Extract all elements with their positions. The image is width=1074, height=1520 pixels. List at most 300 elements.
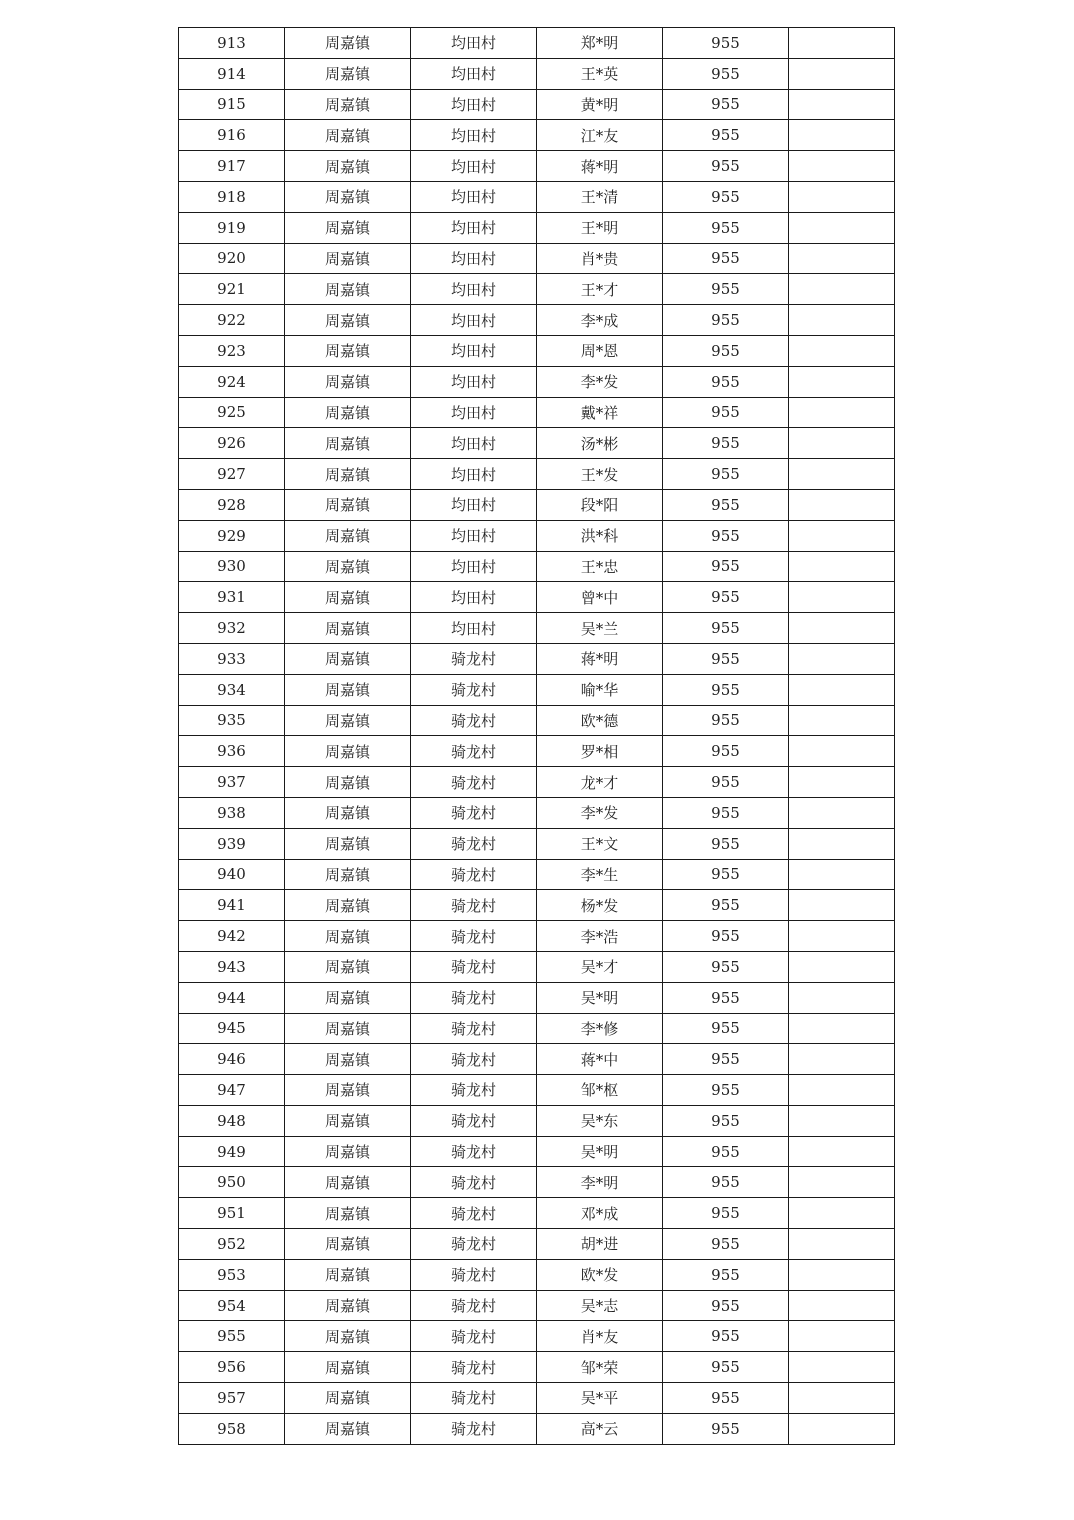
serial-number-cell: 957 xyxy=(179,1383,285,1414)
amount-cell: 955 xyxy=(663,613,789,644)
table-row xyxy=(179,89,895,120)
remark-cell xyxy=(789,890,895,921)
village-cell: 骑龙村 xyxy=(411,1167,537,1198)
village-cell: 骑龙村 xyxy=(411,674,537,705)
person-name-cell: 邹*荣 xyxy=(537,1352,663,1383)
person-name-cell: 曾*中 xyxy=(537,582,663,613)
serial-number-cell: 950 xyxy=(179,1167,285,1198)
serial-number-cell: 924 xyxy=(179,366,285,397)
table-row xyxy=(179,951,895,982)
person-name-cell: 吴*才 xyxy=(537,951,663,982)
remark-cell xyxy=(789,28,895,59)
serial-number-cell: 946 xyxy=(179,1044,285,1075)
person-name-cell: 肖*友 xyxy=(537,1321,663,1352)
town-cell: 周嘉镇 xyxy=(285,428,411,459)
amount-cell: 955 xyxy=(663,243,789,274)
serial-number-cell: 914 xyxy=(179,58,285,89)
town-cell: 周嘉镇 xyxy=(285,151,411,182)
table-row xyxy=(179,1013,895,1044)
amount-cell: 955 xyxy=(663,582,789,613)
person-name-cell: 欧*发 xyxy=(537,1259,663,1290)
town-cell: 周嘉镇 xyxy=(285,1383,411,1414)
town-cell: 周嘉镇 xyxy=(285,1229,411,1260)
town-cell: 周嘉镇 xyxy=(285,1167,411,1198)
person-name-cell: 汤*彬 xyxy=(537,428,663,459)
person-name-cell: 李*生 xyxy=(537,859,663,890)
serial-number-cell: 919 xyxy=(179,212,285,243)
person-name-cell: 周*恩 xyxy=(537,335,663,366)
person-name-cell: 黄*明 xyxy=(537,89,663,120)
remark-cell xyxy=(789,1198,895,1229)
table-row xyxy=(179,859,895,890)
table-row xyxy=(179,797,895,828)
person-name-cell: 李*发 xyxy=(537,797,663,828)
remark-cell xyxy=(789,1136,895,1167)
remark-cell xyxy=(789,459,895,490)
serial-number-cell: 944 xyxy=(179,982,285,1013)
town-cell: 周嘉镇 xyxy=(285,705,411,736)
remark-cell xyxy=(789,212,895,243)
village-cell: 骑龙村 xyxy=(411,951,537,982)
town-cell: 周嘉镇 xyxy=(285,489,411,520)
serial-number-cell: 921 xyxy=(179,274,285,305)
village-cell: 骑龙村 xyxy=(411,1013,537,1044)
serial-number-cell: 920 xyxy=(179,243,285,274)
serial-number-cell: 934 xyxy=(179,674,285,705)
village-cell: 骑龙村 xyxy=(411,1198,537,1229)
serial-number-cell: 929 xyxy=(179,520,285,551)
table-row xyxy=(179,366,895,397)
town-cell: 周嘉镇 xyxy=(285,828,411,859)
village-cell: 均田村 xyxy=(411,489,537,520)
town-cell: 周嘉镇 xyxy=(285,89,411,120)
village-cell: 骑龙村 xyxy=(411,1259,537,1290)
serial-number-cell: 939 xyxy=(179,828,285,859)
village-cell: 骑龙村 xyxy=(411,828,537,859)
person-name-cell: 洪*科 xyxy=(537,520,663,551)
town-cell: 周嘉镇 xyxy=(285,58,411,89)
town-cell: 周嘉镇 xyxy=(285,890,411,921)
remark-cell xyxy=(789,767,895,798)
serial-number-cell: 916 xyxy=(179,120,285,151)
person-name-cell: 李*成 xyxy=(537,305,663,336)
table-row xyxy=(179,736,895,767)
remark-cell xyxy=(789,274,895,305)
amount-cell: 955 xyxy=(663,736,789,767)
amount-cell: 955 xyxy=(663,489,789,520)
town-cell: 周嘉镇 xyxy=(285,335,411,366)
village-cell: 骑龙村 xyxy=(411,736,537,767)
table-row xyxy=(179,828,895,859)
serial-number-cell: 930 xyxy=(179,551,285,582)
serial-number-cell: 943 xyxy=(179,951,285,982)
amount-cell: 955 xyxy=(663,120,789,151)
town-cell: 周嘉镇 xyxy=(285,1198,411,1229)
amount-cell: 955 xyxy=(663,890,789,921)
remark-cell xyxy=(789,705,895,736)
amount-cell: 955 xyxy=(663,1229,789,1260)
amount-cell: 955 xyxy=(663,335,789,366)
town-cell: 周嘉镇 xyxy=(285,1105,411,1136)
amount-cell: 955 xyxy=(663,520,789,551)
town-cell: 周嘉镇 xyxy=(285,736,411,767)
table-row xyxy=(179,1136,895,1167)
amount-cell: 955 xyxy=(663,28,789,59)
person-name-cell: 王*文 xyxy=(537,828,663,859)
amount-cell: 955 xyxy=(663,1013,789,1044)
town-cell: 周嘉镇 xyxy=(285,1352,411,1383)
serial-number-cell: 942 xyxy=(179,921,285,952)
village-cell: 骑龙村 xyxy=(411,1321,537,1352)
serial-number-cell: 945 xyxy=(179,1013,285,1044)
person-name-cell: 吴*兰 xyxy=(537,613,663,644)
person-name-cell: 龙*才 xyxy=(537,767,663,798)
amount-cell: 955 xyxy=(663,1136,789,1167)
village-cell: 均田村 xyxy=(411,459,537,490)
person-name-cell: 戴*祥 xyxy=(537,397,663,428)
serial-number-cell: 931 xyxy=(179,582,285,613)
serial-number-cell: 955 xyxy=(179,1321,285,1352)
remark-cell xyxy=(789,335,895,366)
amount-cell: 955 xyxy=(663,1321,789,1352)
table-row xyxy=(179,582,895,613)
table-row xyxy=(179,1259,895,1290)
remark-cell xyxy=(789,1167,895,1198)
remark-cell xyxy=(789,613,895,644)
amount-cell: 955 xyxy=(663,705,789,736)
remark-cell xyxy=(789,736,895,767)
table-row xyxy=(179,28,895,59)
town-cell: 周嘉镇 xyxy=(285,1321,411,1352)
table-row xyxy=(179,459,895,490)
remark-cell xyxy=(789,1352,895,1383)
remark-cell xyxy=(789,1013,895,1044)
town-cell: 周嘉镇 xyxy=(285,1259,411,1290)
serial-number-cell: 927 xyxy=(179,459,285,490)
serial-number-cell: 938 xyxy=(179,797,285,828)
remark-cell xyxy=(789,489,895,520)
town-cell: 周嘉镇 xyxy=(285,674,411,705)
table-row xyxy=(179,705,895,736)
person-name-cell: 王*英 xyxy=(537,58,663,89)
table-row xyxy=(179,1105,895,1136)
table-row xyxy=(179,58,895,89)
remark-cell xyxy=(789,1229,895,1260)
person-name-cell: 吴*志 xyxy=(537,1290,663,1321)
serial-number-cell: 932 xyxy=(179,613,285,644)
town-cell: 周嘉镇 xyxy=(285,1136,411,1167)
town-cell: 周嘉镇 xyxy=(285,243,411,274)
village-cell: 骑龙村 xyxy=(411,1075,537,1106)
table-row xyxy=(179,921,895,952)
table-row xyxy=(179,489,895,520)
village-cell: 骑龙村 xyxy=(411,859,537,890)
table-row xyxy=(179,982,895,1013)
person-name-cell: 段*阳 xyxy=(537,489,663,520)
amount-cell: 955 xyxy=(663,1167,789,1198)
town-cell: 周嘉镇 xyxy=(285,767,411,798)
amount-cell: 955 xyxy=(663,1044,789,1075)
serial-number-cell: 928 xyxy=(179,489,285,520)
person-name-cell: 胡*进 xyxy=(537,1229,663,1260)
village-cell: 均田村 xyxy=(411,520,537,551)
remark-cell xyxy=(789,243,895,274)
remark-cell xyxy=(789,921,895,952)
serial-number-cell: 915 xyxy=(179,89,285,120)
village-cell: 均田村 xyxy=(411,212,537,243)
amount-cell: 955 xyxy=(663,459,789,490)
village-cell: 均田村 xyxy=(411,120,537,151)
town-cell: 周嘉镇 xyxy=(285,1413,411,1444)
village-cell: 均田村 xyxy=(411,397,537,428)
remark-cell xyxy=(789,305,895,336)
town-cell: 周嘉镇 xyxy=(285,551,411,582)
person-name-cell: 邹*枢 xyxy=(537,1075,663,1106)
serial-number-cell: 953 xyxy=(179,1259,285,1290)
serial-number-cell: 935 xyxy=(179,705,285,736)
amount-cell: 955 xyxy=(663,828,789,859)
town-cell: 周嘉镇 xyxy=(285,274,411,305)
remark-cell xyxy=(789,428,895,459)
person-name-cell: 欧*德 xyxy=(537,705,663,736)
table-row xyxy=(179,120,895,151)
person-name-cell: 李*明 xyxy=(537,1167,663,1198)
person-name-cell: 吴*东 xyxy=(537,1105,663,1136)
town-cell: 周嘉镇 xyxy=(285,305,411,336)
amount-cell: 955 xyxy=(663,1105,789,1136)
amount-cell: 955 xyxy=(663,397,789,428)
village-cell: 均田村 xyxy=(411,305,537,336)
village-cell: 均田村 xyxy=(411,551,537,582)
village-cell: 均田村 xyxy=(411,428,537,459)
person-name-cell: 王*才 xyxy=(537,274,663,305)
village-cell: 骑龙村 xyxy=(411,1044,537,1075)
serial-number-cell: 926 xyxy=(179,428,285,459)
person-name-cell: 王*明 xyxy=(537,212,663,243)
amount-cell: 955 xyxy=(663,212,789,243)
serial-number-cell: 947 xyxy=(179,1075,285,1106)
remark-cell xyxy=(789,582,895,613)
amount-cell: 955 xyxy=(663,1198,789,1229)
town-cell: 周嘉镇 xyxy=(285,951,411,982)
town-cell: 周嘉镇 xyxy=(285,520,411,551)
person-name-cell: 王*忠 xyxy=(537,551,663,582)
remark-cell xyxy=(789,366,895,397)
table-row xyxy=(179,335,895,366)
table-row xyxy=(179,181,895,212)
table-row xyxy=(179,305,895,336)
remark-cell xyxy=(789,1413,895,1444)
serial-number-cell: 956 xyxy=(179,1352,285,1383)
serial-number-cell: 936 xyxy=(179,736,285,767)
roster-table xyxy=(178,27,895,1445)
remark-cell xyxy=(789,120,895,151)
remark-cell xyxy=(789,89,895,120)
serial-number-cell: 922 xyxy=(179,305,285,336)
remark-cell xyxy=(789,1321,895,1352)
table-row xyxy=(179,1167,895,1198)
village-cell: 骑龙村 xyxy=(411,705,537,736)
person-name-cell: 喻*华 xyxy=(537,674,663,705)
table-row xyxy=(179,1383,895,1414)
serial-number-cell: 937 xyxy=(179,767,285,798)
amount-cell: 955 xyxy=(663,1413,789,1444)
town-cell: 周嘉镇 xyxy=(285,120,411,151)
town-cell: 周嘉镇 xyxy=(285,459,411,490)
remark-cell xyxy=(789,828,895,859)
serial-number-cell: 958 xyxy=(179,1413,285,1444)
serial-number-cell: 917 xyxy=(179,151,285,182)
town-cell: 周嘉镇 xyxy=(285,397,411,428)
table-row xyxy=(179,1413,895,1444)
person-name-cell: 吴*明 xyxy=(537,982,663,1013)
village-cell: 均田村 xyxy=(411,366,537,397)
table-row xyxy=(179,397,895,428)
village-cell: 骑龙村 xyxy=(411,890,537,921)
table-row xyxy=(179,1352,895,1383)
table-row xyxy=(179,643,895,674)
town-cell: 周嘉镇 xyxy=(285,982,411,1013)
serial-number-cell: 941 xyxy=(179,890,285,921)
roster-table-body xyxy=(179,28,895,1445)
serial-number-cell: 933 xyxy=(179,643,285,674)
remark-cell xyxy=(789,951,895,982)
amount-cell: 955 xyxy=(663,1352,789,1383)
person-name-cell: 肖*贵 xyxy=(537,243,663,274)
person-name-cell: 高*云 xyxy=(537,1413,663,1444)
table-row xyxy=(179,1290,895,1321)
table-row xyxy=(179,1229,895,1260)
village-cell: 均田村 xyxy=(411,274,537,305)
table-row xyxy=(179,428,895,459)
amount-cell: 955 xyxy=(663,643,789,674)
person-name-cell: 江*友 xyxy=(537,120,663,151)
town-cell: 周嘉镇 xyxy=(285,797,411,828)
person-name-cell: 李*修 xyxy=(537,1013,663,1044)
table-row xyxy=(179,551,895,582)
village-cell: 骑龙村 xyxy=(411,1383,537,1414)
town-cell: 周嘉镇 xyxy=(285,859,411,890)
table-row xyxy=(179,520,895,551)
amount-cell: 955 xyxy=(663,58,789,89)
amount-cell: 955 xyxy=(663,767,789,798)
village-cell: 骑龙村 xyxy=(411,797,537,828)
town-cell: 周嘉镇 xyxy=(285,212,411,243)
amount-cell: 955 xyxy=(663,181,789,212)
amount-cell: 955 xyxy=(663,274,789,305)
village-cell: 均田村 xyxy=(411,613,537,644)
person-name-cell: 吴*明 xyxy=(537,1136,663,1167)
person-name-cell: 王*清 xyxy=(537,181,663,212)
remark-cell xyxy=(789,859,895,890)
person-name-cell: 李*发 xyxy=(537,366,663,397)
remark-cell xyxy=(789,1259,895,1290)
person-name-cell: 李*浩 xyxy=(537,921,663,952)
amount-cell: 955 xyxy=(663,151,789,182)
amount-cell: 955 xyxy=(663,1075,789,1106)
serial-number-cell: 923 xyxy=(179,335,285,366)
town-cell: 周嘉镇 xyxy=(285,1013,411,1044)
table-row xyxy=(179,767,895,798)
amount-cell: 955 xyxy=(663,551,789,582)
serial-number-cell: 954 xyxy=(179,1290,285,1321)
person-name-cell: 蒋*明 xyxy=(537,151,663,182)
table-row xyxy=(179,1044,895,1075)
person-name-cell: 蒋*明 xyxy=(537,643,663,674)
amount-cell: 955 xyxy=(663,305,789,336)
table-row xyxy=(179,890,895,921)
person-name-cell: 邓*成 xyxy=(537,1198,663,1229)
village-cell: 骑龙村 xyxy=(411,1229,537,1260)
serial-number-cell: 925 xyxy=(179,397,285,428)
person-name-cell: 吴*平 xyxy=(537,1383,663,1414)
table-row xyxy=(179,613,895,644)
person-name-cell: 罗*相 xyxy=(537,736,663,767)
remark-cell xyxy=(789,397,895,428)
remark-cell xyxy=(789,151,895,182)
amount-cell: 955 xyxy=(663,921,789,952)
village-cell: 均田村 xyxy=(411,58,537,89)
table-row xyxy=(179,1198,895,1229)
village-cell: 骑龙村 xyxy=(411,643,537,674)
amount-cell: 955 xyxy=(663,951,789,982)
town-cell: 周嘉镇 xyxy=(285,1044,411,1075)
town-cell: 周嘉镇 xyxy=(285,1290,411,1321)
remark-cell xyxy=(789,674,895,705)
serial-number-cell: 949 xyxy=(179,1136,285,1167)
table-row xyxy=(179,274,895,305)
village-cell: 骑龙村 xyxy=(411,1105,537,1136)
person-name-cell: 蒋*中 xyxy=(537,1044,663,1075)
town-cell: 周嘉镇 xyxy=(285,1075,411,1106)
serial-number-cell: 918 xyxy=(179,181,285,212)
person-name-cell: 郑*明 xyxy=(537,28,663,59)
serial-number-cell: 913 xyxy=(179,28,285,59)
town-cell: 周嘉镇 xyxy=(285,613,411,644)
village-cell: 骑龙村 xyxy=(411,982,537,1013)
remark-cell xyxy=(789,1383,895,1414)
remark-cell xyxy=(789,1075,895,1106)
serial-number-cell: 948 xyxy=(179,1105,285,1136)
serial-number-cell: 940 xyxy=(179,859,285,890)
village-cell: 均田村 xyxy=(411,243,537,274)
table-row xyxy=(179,1075,895,1106)
remark-cell xyxy=(789,1044,895,1075)
person-name-cell: 杨*发 xyxy=(537,890,663,921)
remark-cell xyxy=(789,551,895,582)
village-cell: 骑龙村 xyxy=(411,1352,537,1383)
remark-cell xyxy=(789,181,895,212)
remark-cell xyxy=(789,1290,895,1321)
village-cell: 骑龙村 xyxy=(411,1413,537,1444)
table-row xyxy=(179,1321,895,1352)
town-cell: 周嘉镇 xyxy=(285,582,411,613)
amount-cell: 955 xyxy=(663,1290,789,1321)
table-row xyxy=(179,243,895,274)
amount-cell: 955 xyxy=(663,89,789,120)
amount-cell: 955 xyxy=(663,1259,789,1290)
amount-cell: 955 xyxy=(663,1383,789,1414)
remark-cell xyxy=(789,797,895,828)
amount-cell: 955 xyxy=(663,366,789,397)
village-cell: 均田村 xyxy=(411,335,537,366)
village-cell: 均田村 xyxy=(411,582,537,613)
table-row xyxy=(179,674,895,705)
amount-cell: 955 xyxy=(663,674,789,705)
village-cell: 骑龙村 xyxy=(411,1290,537,1321)
table-row xyxy=(179,151,895,182)
town-cell: 周嘉镇 xyxy=(285,921,411,952)
